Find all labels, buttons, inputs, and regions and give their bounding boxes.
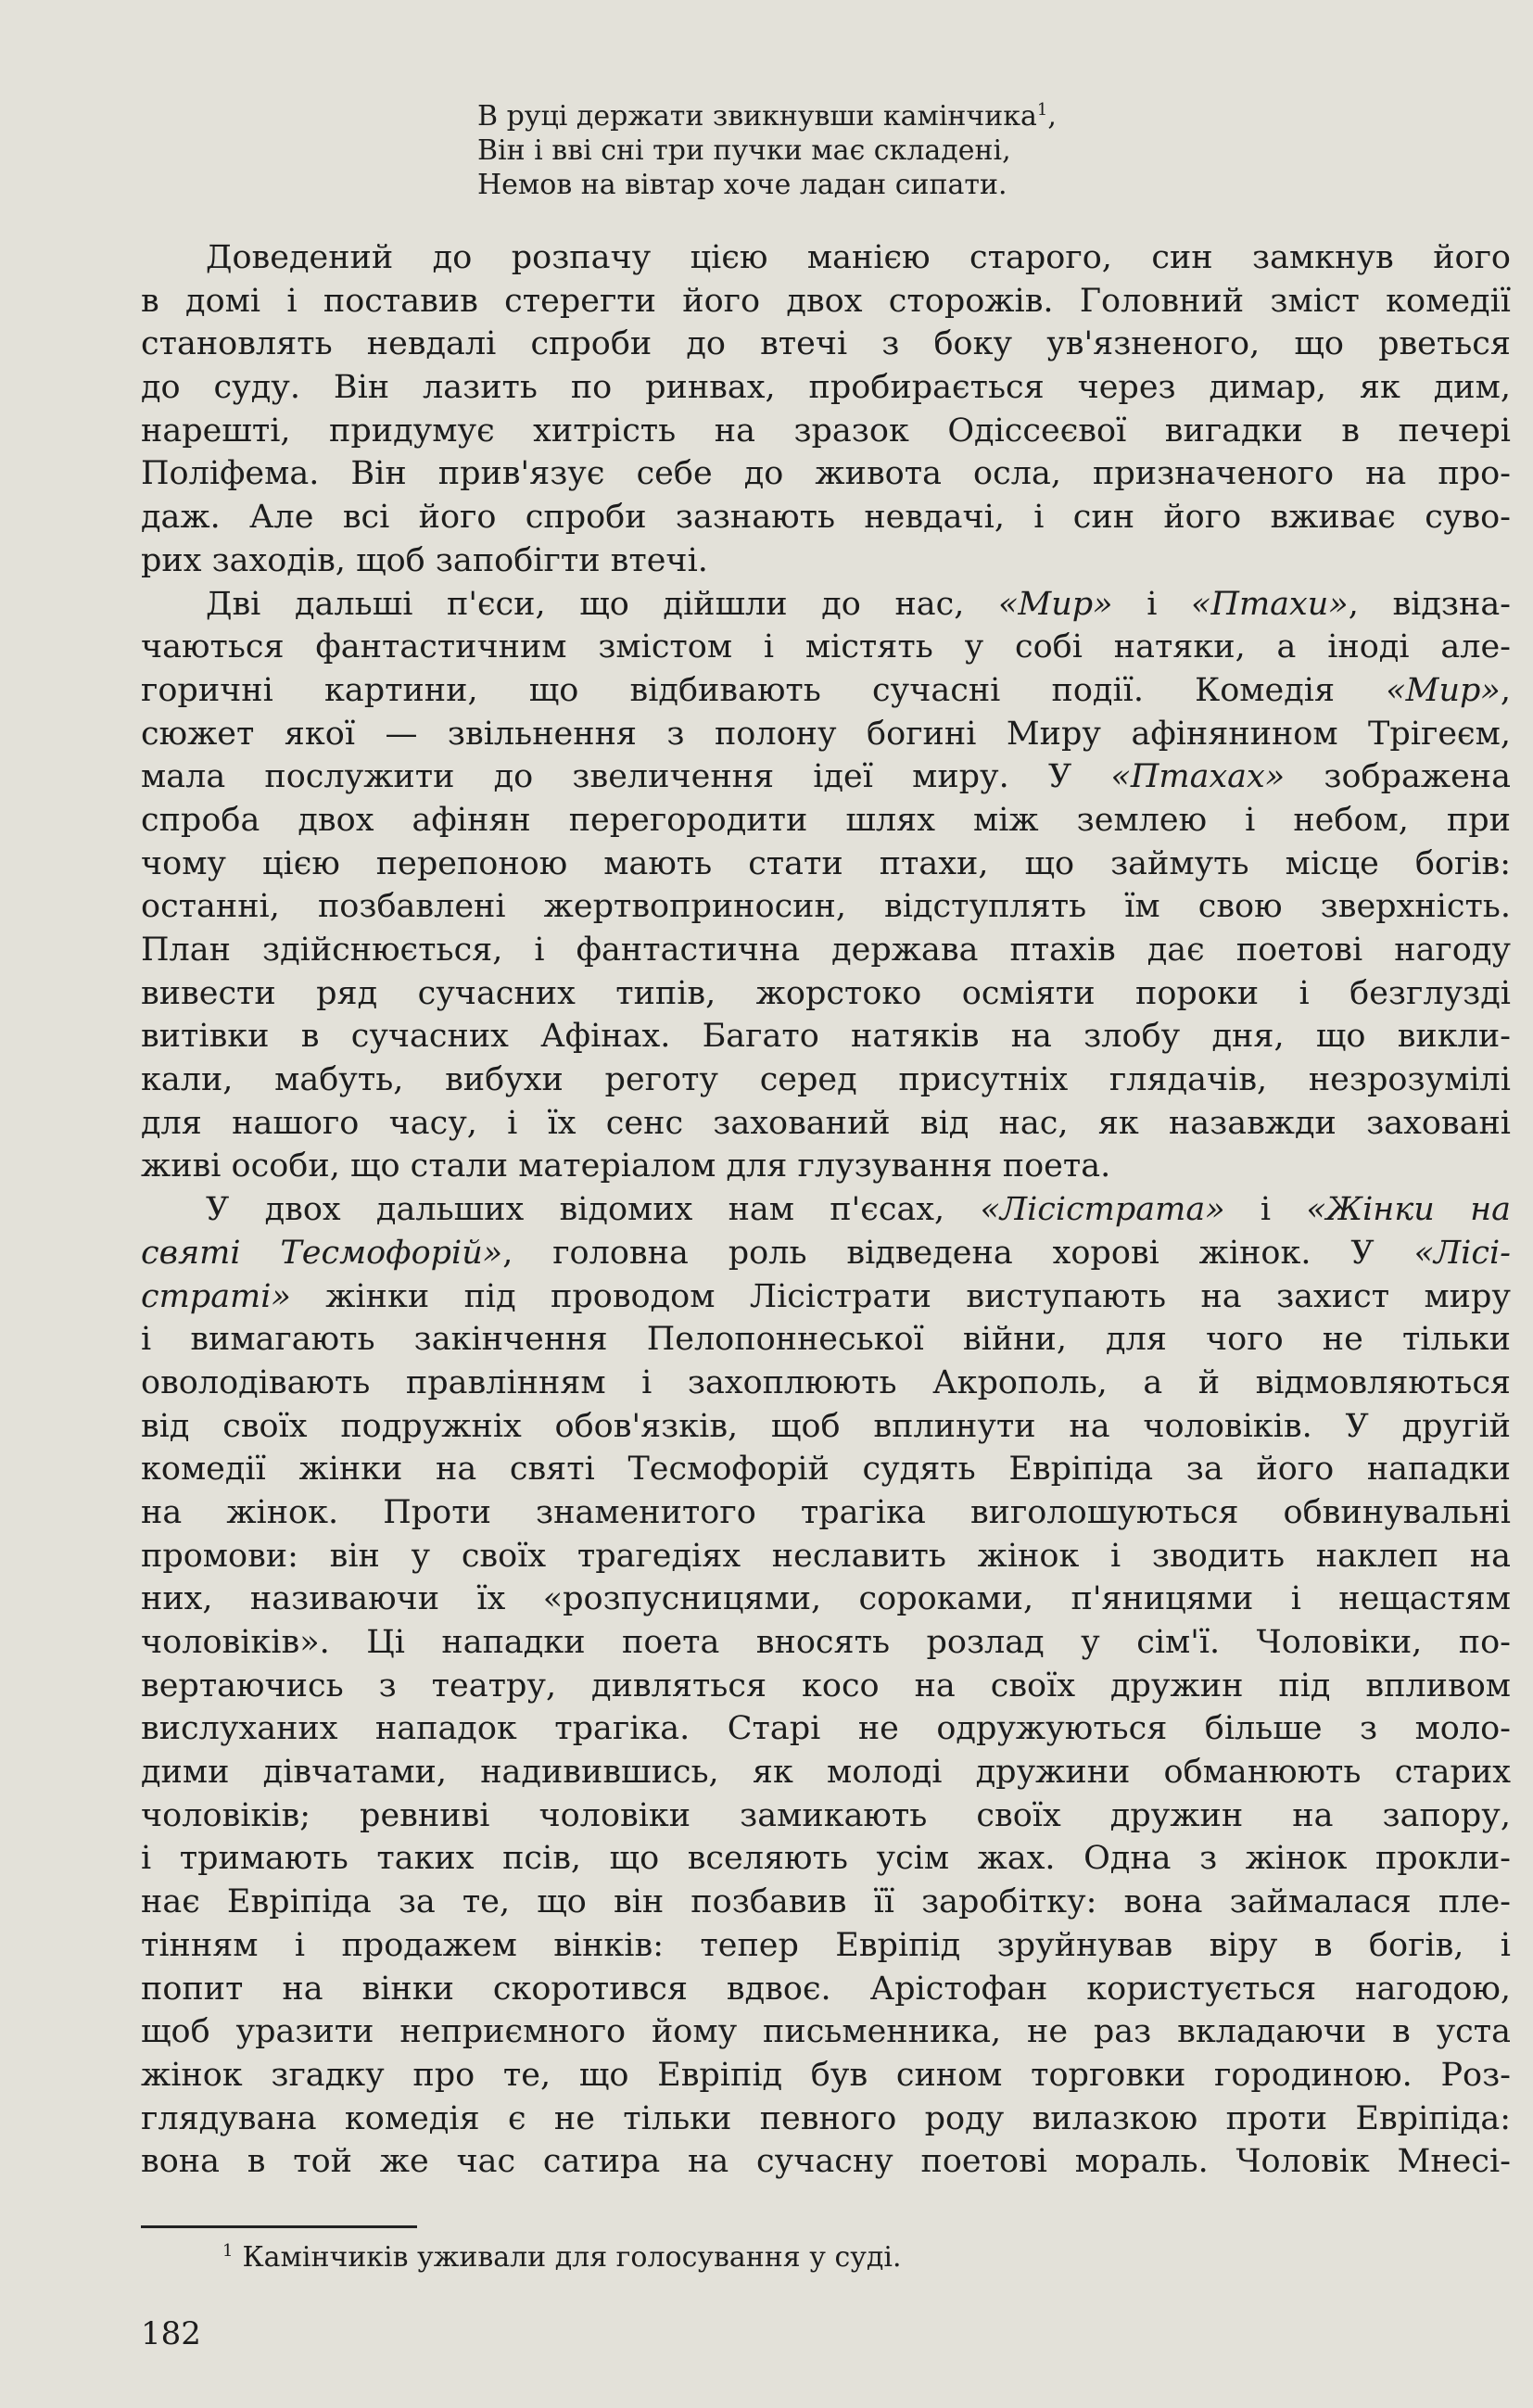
text-segment: чаються фантастичним змістом і містять у собі натяки, а іноді але-	[141, 628, 1511, 666]
text-line	[141, 1275, 1511, 1319]
text-line	[141, 280, 1511, 323]
text-segment: і вимагають закінчення Пелопоннеської війни, для чого не тільки	[141, 1321, 1511, 1359]
text-line	[141, 1491, 1511, 1535]
italic-title: «Мир»	[1386, 671, 1501, 709]
text-line	[141, 1405, 1511, 1449]
text-line	[141, 452, 1511, 496]
text-line	[141, 2054, 1511, 2097]
text-segment: рих заходів, щоб запобігти втечі.	[141, 541, 708, 579]
text-segment: і	[1112, 585, 1192, 623]
text-line	[141, 885, 1511, 929]
text-line	[141, 1145, 1511, 1188]
text-segment: вона в той же час сатира на сучасну поетові мораль. Чоловік Мнесі-	[141, 2143, 1511, 2181]
footnote-mark: 1	[222, 2241, 234, 2261]
text-segment: до суду. Він лазить по ринвах, пробирається через димар, як дим,	[141, 369, 1511, 407]
text-line	[141, 799, 1511, 843]
text-line	[141, 669, 1511, 713]
text-segment: останні, позбавлені жертвоприносин, відступлять їм свою зверхність.	[141, 888, 1511, 926]
text-segment: вислуханих нападок трагіка. Старі не одружуються більше з моло-	[141, 1710, 1511, 1748]
text-segment: горичні картини, що відбивають сучасні події. Комедія	[141, 671, 1387, 709]
text-line	[141, 1015, 1511, 1058]
text-segment: ,	[1500, 671, 1511, 709]
text-line	[141, 1924, 1511, 1968]
italic-title: «Лісі-	[1413, 1234, 1511, 1272]
italic-title: «Мир»	[997, 585, 1113, 623]
text-segment: даж. Але всі його спроби зазнають невдачі, і син його вживає суво-	[141, 499, 1511, 537]
text-segment: жінки під проводом Лісістрати виступають на захист миру	[290, 1277, 1511, 1315]
italic-title: «Птахи»	[1191, 585, 1349, 623]
text-segment: них, називаючи їх «розпусницями, сороками, п'яницями і нещастям	[141, 1580, 1511, 1618]
text-line	[141, 1448, 1511, 1491]
text-segment: сюжет якої — звільнення з полону богині Миру афінянином Трігеєм,	[141, 715, 1511, 753]
text-segment: У двох дальших відомих нам п'єсах,	[206, 1191, 981, 1229]
text-line	[141, 236, 1511, 280]
text-segment: від своїх подружніх обов'язків, щоб вплинути на чоловіків. У другій	[141, 1407, 1511, 1445]
text-line	[141, 1102, 1511, 1146]
italic-title: «Жінки на	[1306, 1191, 1511, 1229]
text-segment: і тримають таких псів, що вселяють усім жах. Одна з жінок прокли-	[141, 1840, 1511, 1878]
italic-title: святі Тесмофорій»	[141, 1234, 503, 1272]
footnote-text: Камінчиків уживали для голосування у суді.	[242, 2241, 902, 2274]
text-segment: комедії жінки на святі Тесмофорій судять Евріпіда за його нападки	[141, 1451, 1511, 1489]
text-segment: мала послужити до звеличення ідеї миру. У	[141, 758, 1111, 796]
text-line	[141, 2010, 1511, 2054]
text-line	[141, 539, 1511, 583]
text-segment: тінням і продажем вінків: тепер Евріпід зруйнував віру в богів, і	[141, 1926, 1511, 1964]
verse-line: Він і вві сні три пучки має складені,	[477, 134, 1011, 167]
text-line	[141, 496, 1511, 539]
text-line	[141, 1837, 1511, 1881]
verse-line: Немов на вівтар хоче ладан сипати.	[477, 169, 1007, 201]
text-line	[141, 583, 1511, 627]
text-segment: становлять невдалі спроби до втечі з боку ув'язненого, що рветься	[141, 325, 1511, 363]
text-segment: оволодівають правлінням і захоплюють Акрополь, а й відмовляються	[141, 1363, 1511, 1401]
footnote-divider	[141, 2225, 417, 2228]
text-line	[141, 1535, 1511, 1578]
text-segment: Дві дальші п'єси, що дійшли до нас,	[206, 585, 998, 623]
verse-line: В руці держати звикнувши камінчика$^1$,	[477, 100, 1057, 133]
text-segment: нає Евріпіда за те, що він позбавив її заробітку: вона займалася пле-	[141, 1883, 1511, 1921]
text-line	[141, 1665, 1511, 1708]
text-line	[141, 323, 1511, 366]
page-number: 182	[141, 2315, 201, 2352]
text-segment: чоловіків». Ці нападки поета вносять розлад у сім'ї. Чоловіки, по-	[141, 1624, 1511, 1661]
text-line	[141, 1968, 1511, 2011]
text-line	[141, 929, 1511, 972]
text-segment: і	[1224, 1191, 1307, 1229]
text-segment: спроба двох афінян перегородити шлях між землею і небом, при	[141, 801, 1511, 839]
text-segment: в домі і поставив стерегти його двох сторожів. Головний зміст комедії	[141, 282, 1511, 320]
text-line	[141, 1232, 1511, 1275]
text-segment: чому цією перепоною мають стати птахи, що займуть місце богів:	[141, 844, 1511, 882]
text-segment: вертаючись з театру, дивляться косо на своїх дружин під впливом	[141, 1667, 1511, 1705]
text-line	[141, 1751, 1511, 1794]
footnote-reference: 1	[1036, 100, 1048, 120]
text-line	[141, 2140, 1511, 2184]
text-line	[141, 1362, 1511, 1405]
text-line	[141, 626, 1511, 669]
text-segment: на жінок. Проти знаменитого трагіка виголошуються обвинувальні	[141, 1493, 1511, 1531]
text-segment: жінок згадку про те, що Евріпід був сином торговки городиною. Роз-	[141, 2056, 1511, 2094]
text-segment: дими дівчатами, надивившись, як молоді дружини обманюють старих	[141, 1754, 1511, 1792]
text-line	[141, 1188, 1511, 1232]
italic-title: «Птахах»	[1110, 758, 1286, 796]
footnote	[222, 2241, 902, 2274]
text-segment: живі особи, що стали матеріалом для глузування поета.	[141, 1147, 1111, 1185]
text-segment: промови: він у своїх трагедіях неславить жінок і зводить наклеп на	[141, 1537, 1511, 1575]
text-line	[141, 1318, 1511, 1362]
text-segment: глядувана комедія є не тільки певного роду вилазкою проти Евріпіда:	[141, 2099, 1511, 2137]
text-segment: вивести ряд сучасних типів, жорстоко осміяти пороки і безглузді	[141, 974, 1511, 1012]
text-line	[141, 1881, 1511, 1924]
text-line	[141, 2097, 1511, 2141]
text-line	[141, 755, 1511, 799]
text-line	[141, 972, 1511, 1016]
text-segment: нарешті, придумує хитрість на зразок Одіссеєвої вигадки в печері	[141, 412, 1511, 450]
text-segment: Поліфема. Він прив'язує себе до живота осла, призначеного на про-	[141, 455, 1511, 493]
text-line	[141, 1707, 1511, 1751]
text-segment: щоб уразити неприємного йому письменника, не раз вкладаючи в уста	[141, 2013, 1511, 2051]
text-line	[141, 1578, 1511, 1621]
text-segment: , відзна-	[1348, 585, 1511, 623]
text-segment: , головна роль відведена хорові жінок. У	[502, 1234, 1414, 1272]
text-segment: для нашого часу, і їх сенс захований від нас, як назавжди заховані	[141, 1104, 1511, 1142]
text-line	[141, 410, 1511, 453]
italic-title: страті»	[141, 1277, 291, 1315]
text-line	[141, 366, 1511, 410]
text-segment: чоловіків; ревниві чоловіки замикають своїх дружин на запору,	[141, 1796, 1511, 1834]
body-text	[141, 236, 1511, 2184]
text-segment: витівки в сучасних Афінах. Багато натяків на злобу дня, що викли-	[141, 1018, 1511, 1056]
text-line	[141, 1058, 1511, 1102]
text-line	[141, 1794, 1511, 1838]
text-line	[141, 1621, 1511, 1665]
italic-title: «Лісістрата»	[980, 1191, 1225, 1229]
text-line	[141, 713, 1511, 756]
text-segment: План здійснюється, і фантастична держава птахів дає поетові нагоду	[141, 932, 1511, 969]
text-segment: Доведений до розпачу цією манією старого, син замкнув його	[206, 239, 1511, 276]
verse-quote	[477, 93, 1057, 202]
text-line	[141, 843, 1511, 886]
text-segment: зображена	[1285, 758, 1511, 796]
text-segment: попит на вінки скоротився вдвоє. Арістофан користується нагодою,	[141, 1970, 1511, 2008]
text-segment: кали, мабуть, вибухи реготу серед присутніх глядачів, незрозумілі	[141, 1061, 1511, 1099]
